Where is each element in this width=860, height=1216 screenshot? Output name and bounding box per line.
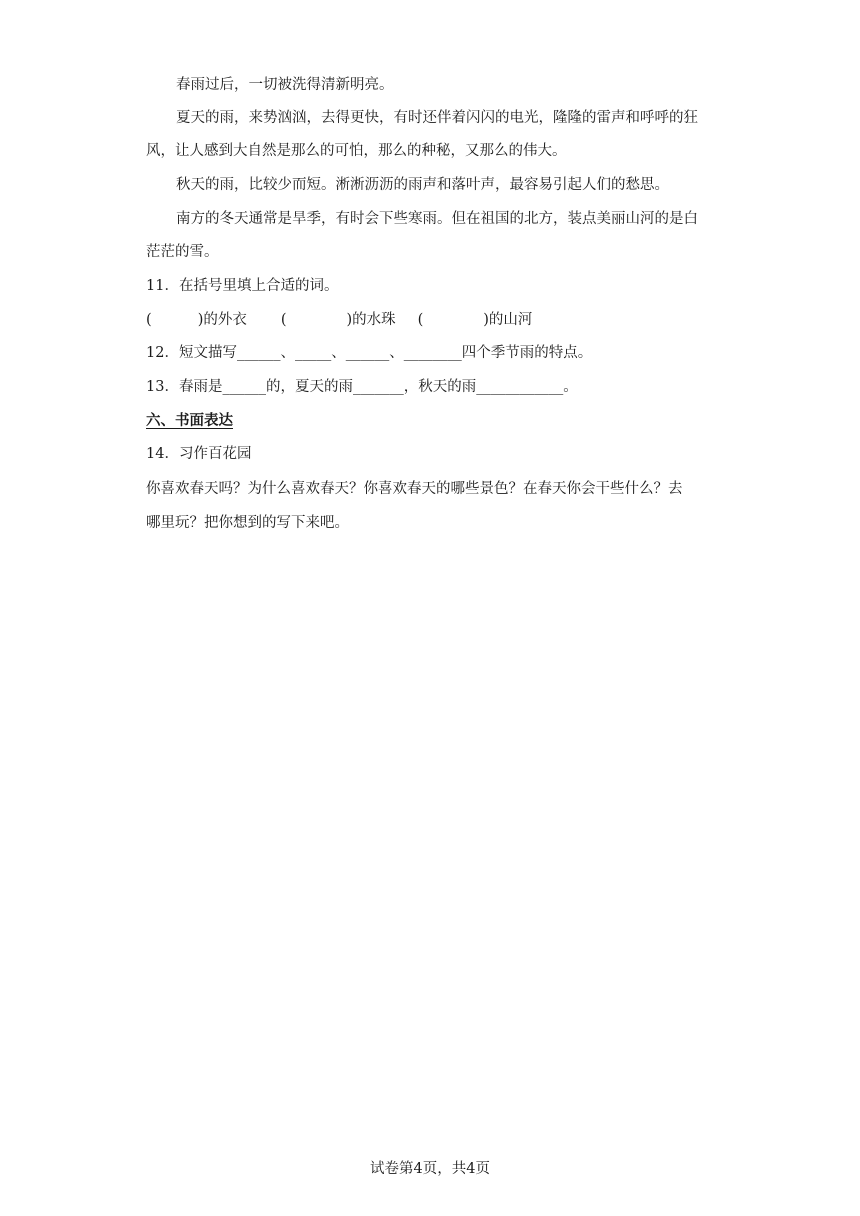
passage-p3: 秋天的雨，比较少而短。淅淅沥沥的雨声和落叶声，最容易引起人们的愁思。 xyxy=(176,177,669,193)
question-11-blanks xyxy=(146,310,532,330)
writing-prompt-line1: 你喜欢春天吗？为什么喜欢春天？你喜欢春天的哪些景色？在春天你会干些什么？去 xyxy=(146,481,683,497)
section-6-heading: 六、书面表达 xyxy=(146,412,233,429)
passage-p4-line2: 茫茫的雪。 xyxy=(146,244,219,260)
passage-p2-line2: 风，让人感到大自然是那么的可怕，那么的种秘，又那么的伟大。 xyxy=(146,143,567,159)
blank-mountains: ( )的山河 xyxy=(417,312,533,328)
question-14: 14．习作百花园 xyxy=(146,446,252,462)
page-footer: 试卷第4页，共4页 xyxy=(370,1161,490,1177)
question-13: 13．春雨是______的，夏天的雨_______，秋天的雨____________。 xyxy=(146,379,578,395)
passage-p4-line1: 南方的冬天通常是旱季，有时会下些寒雨。但在祖国的北方，装点美丽山河的是白 xyxy=(176,211,698,227)
blank-waterdrop: ( )的水珠 xyxy=(280,312,396,328)
writing-prompt-line2: 哪里玩？把你想到的写下来吧。 xyxy=(146,515,349,531)
question-11: 11．在括号里填上合适的词。 xyxy=(146,278,339,294)
passage-p2-line1: 夏天的雨，来势汹汹，去得更快，有时还伴着闪闪的电光，隆隆的雷声和呼呼的狂 xyxy=(176,110,698,126)
passage-p1: 春雨过后，一切被洗得清新明亮。 xyxy=(176,77,394,93)
question-12: 12．短文描写______、_____、______、________四个季节雨的特点。 xyxy=(146,345,593,361)
blank-coat: ( )的外衣 xyxy=(146,312,247,328)
